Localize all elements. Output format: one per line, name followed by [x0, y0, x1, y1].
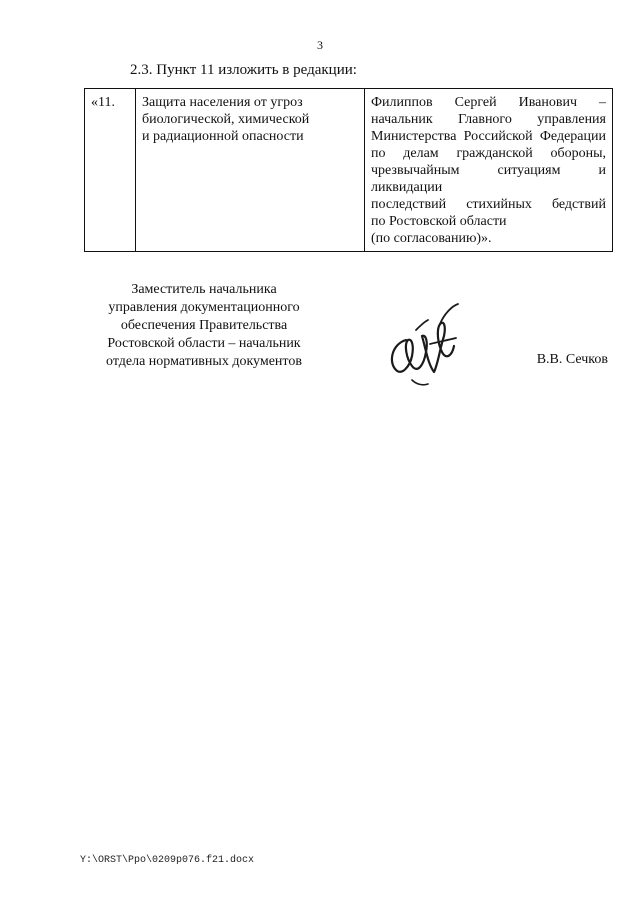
- responsible-person: [365, 89, 613, 252]
- file-path: Y:\ORST\Ppo\0209p076.f21.docx: [80, 855, 255, 866]
- signer-title-line: отдела нормативных документов: [106, 354, 302, 369]
- description-line: Защита населения от угроз: [142, 95, 303, 110]
- signer-title-line: Ростовской области – начальник: [107, 336, 301, 351]
- person-line: чрезвычайным ситуациям и ликвидации: [371, 163, 606, 195]
- person-line: по Ростовской области: [371, 214, 507, 229]
- person-line: по делам гражданской обороны,: [371, 146, 606, 161]
- signer-title-line: обеспечения Правительства: [120, 318, 288, 333]
- person-line: Филиппов Сергей Иванович –: [371, 95, 606, 110]
- signer-name: В.В. Сечков: [536, 352, 608, 367]
- person-line: Министерства Российской Федерации: [371, 129, 606, 144]
- signer-title: [84, 281, 324, 371]
- handwritten-signature: [382, 300, 462, 390]
- item-description: [136, 89, 365, 252]
- signer-title-line: управления документационного: [108, 300, 300, 315]
- person-line: начальник Главного управления: [371, 112, 606, 127]
- table-row: [85, 89, 613, 252]
- amendment-table: [84, 88, 613, 252]
- signer-title-line: Заместитель начальника: [131, 282, 277, 297]
- page-number: 3: [317, 38, 323, 52]
- description-line: и радиационной опасности: [142, 129, 304, 144]
- amendment-intro: 2.3. Пункт 11 изложить в редакции:: [130, 62, 357, 78]
- description-line: биологической, химической: [142, 112, 310, 127]
- person-line: последствий стихийных бедствий: [371, 197, 606, 212]
- person-line: (по согласованию)».: [371, 231, 492, 246]
- item-number: «11.: [85, 89, 136, 252]
